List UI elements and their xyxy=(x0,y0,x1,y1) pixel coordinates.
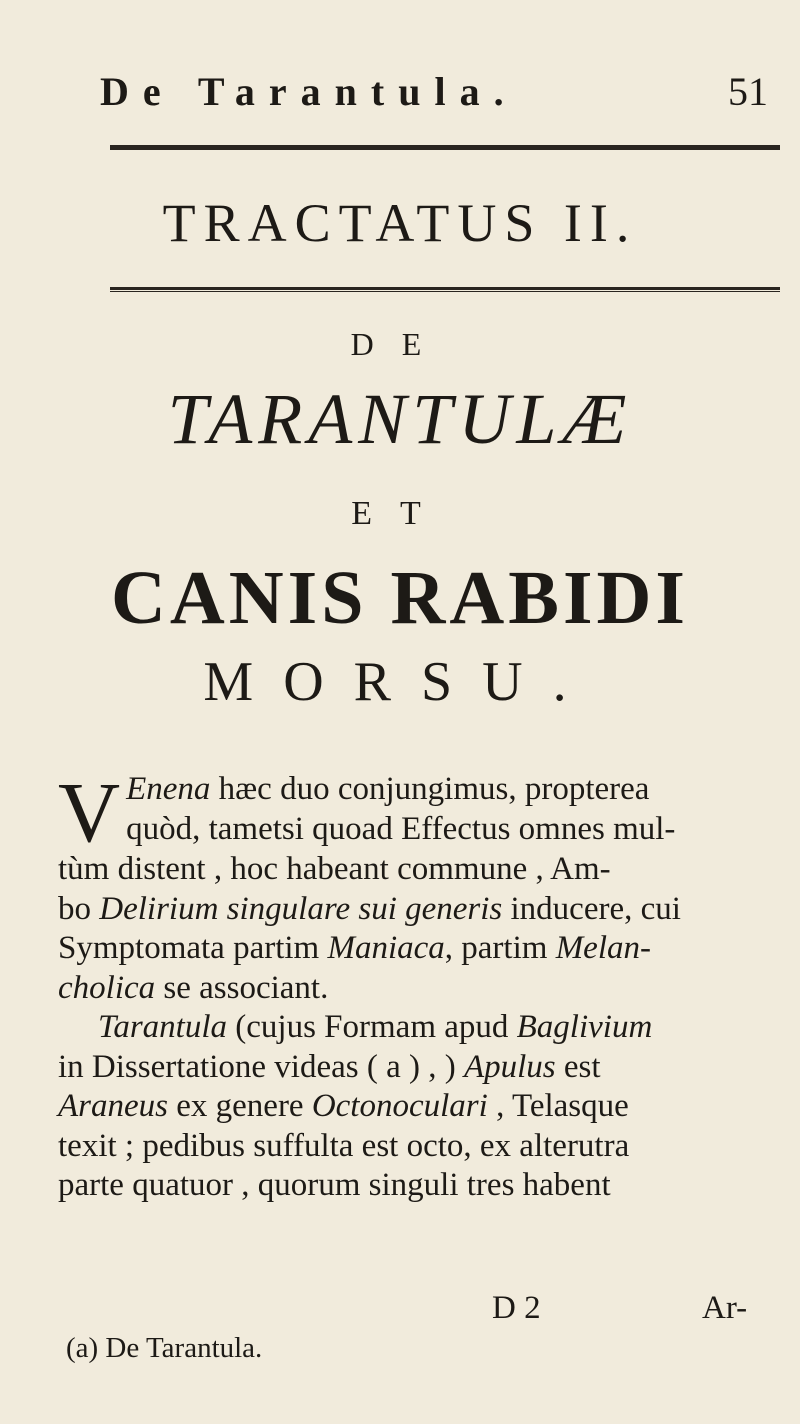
running-head xyxy=(0,58,800,118)
text-line: in Dissertatione videas ( a ) , ) Apulus est xyxy=(58,1048,601,1085)
title-et: ET xyxy=(351,495,449,532)
middle-rule-thin xyxy=(110,291,780,292)
signature-mark: D 2 xyxy=(492,1290,541,1326)
text-line: quòd, tametsi quoad Effectus omnes mul- xyxy=(126,810,676,847)
text-line: Tarantula (cujus Formam apud Baglivium xyxy=(98,1009,653,1045)
text-line: Araneus ex genere Octonoculari , Telasque xyxy=(58,1088,629,1124)
page-number: 51 xyxy=(728,69,768,114)
title-morsu: MORSU. xyxy=(203,651,597,713)
text-line: bo Delirium singulare sui generis inducere, cui xyxy=(58,890,681,927)
text-line: texit ; pedibus suffulta est octo, ex alterutra xyxy=(58,1127,630,1164)
text-line: cholica se associant. xyxy=(58,969,329,1006)
top-rule-thin xyxy=(110,149,780,150)
title-de: DE xyxy=(350,326,450,362)
text-line: Symptomata partim Maniaca, partim Melan- xyxy=(58,930,651,966)
text-line: tùm distent , hoc habeant commune , Am- xyxy=(58,851,611,887)
drop-cap: V xyxy=(58,764,121,860)
catchword: Ar- xyxy=(702,1290,748,1326)
text-line: parte quatuor , quorum singuli tres habent xyxy=(58,1167,611,1203)
middle-rule xyxy=(110,287,780,290)
footnote: (a) De Tarantula. xyxy=(66,1332,263,1364)
running-title: De Tarantula. xyxy=(100,69,518,114)
text-line: Enena hæc duo conjungimus, propterea xyxy=(126,771,650,807)
title-canis-rabidi: CANIS RABIDI xyxy=(111,556,689,640)
body-text xyxy=(58,764,798,1206)
signature-line xyxy=(0,1290,800,1330)
tractatus-heading: TRACTATUS II. xyxy=(162,193,638,253)
title-tarantulae: TARANTULÆ xyxy=(167,379,633,459)
